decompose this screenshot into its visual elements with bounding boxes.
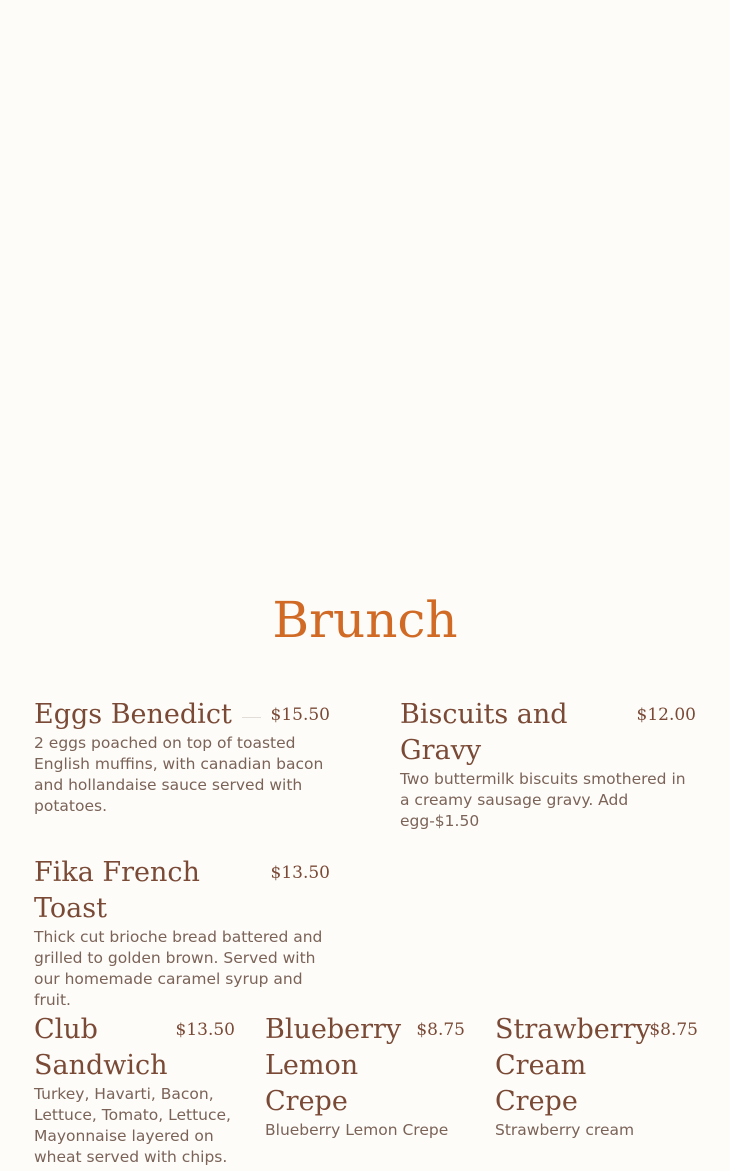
menu-item-name: Fika French Toast [34, 857, 200, 924]
menu-item-price: $8.75 [649, 1020, 698, 1040]
menu-item-price: $13.50 [175, 1020, 235, 1040]
menu-item-header [495, 1012, 698, 1120]
menu-item-header [34, 855, 330, 927]
menu-item-price: $13.50 [270, 863, 330, 883]
menu-item-strawberry-cream-crepe [495, 1012, 698, 1141]
menu-item-header [265, 1012, 465, 1120]
menu-item-description: Blueberry Lemon Crepe [265, 1121, 449, 1139]
menu-item-header [34, 697, 330, 733]
menu-item-blueberry-lemon-crepe [265, 1012, 465, 1141]
menu-item-price: $12.00 [636, 705, 696, 725]
menu-item-description: Strawberry cream [495, 1121, 635, 1139]
menu-item-price: $15.50 [270, 705, 330, 725]
menu-item-name: Club Sandwich [34, 1014, 168, 1081]
menu-item-header [34, 1012, 235, 1084]
menu-item-name: Blueberry Lemon Crepe [265, 1014, 402, 1117]
menu-item-fika-french-toast [34, 855, 330, 1011]
menu-item-description: Thick cut brioche bread battered and grilled to golden brown. Served with our homemade caramel syrup and fruit. [34, 928, 323, 1009]
menu-item-price: $8.75 [416, 1020, 465, 1040]
menu-item-name: Strawberry Cream Crepe [495, 1014, 651, 1117]
menu-item-eggs-benedict [34, 697, 330, 817]
menu-item-description: Turkey, Havarti, Bacon, Lettuce, Tomato, Lettuce, Mayonnaise layered on wheat served with chips. [34, 1085, 231, 1166]
menu-item-header [400, 697, 696, 769]
menu-item-description: 2 eggs poached on top of toasted English muffins, with canadian bacon and hollandaise sauce served with potatoes. [34, 734, 324, 815]
menu-item-biscuits-and-gravy [400, 697, 696, 832]
menu-item-club-sandwich [34, 1012, 235, 1168]
menu-item-description: Two buttermilk biscuits smothered in a creamy sausage gravy. Add egg-$1.50 [400, 770, 686, 830]
section-title: Brunch [272, 591, 458, 649]
menu-item-name: Biscuits and Gravy [400, 699, 568, 766]
dotted-leader [242, 697, 261, 718]
menu-item-name: Eggs Benedict [34, 699, 232, 730]
